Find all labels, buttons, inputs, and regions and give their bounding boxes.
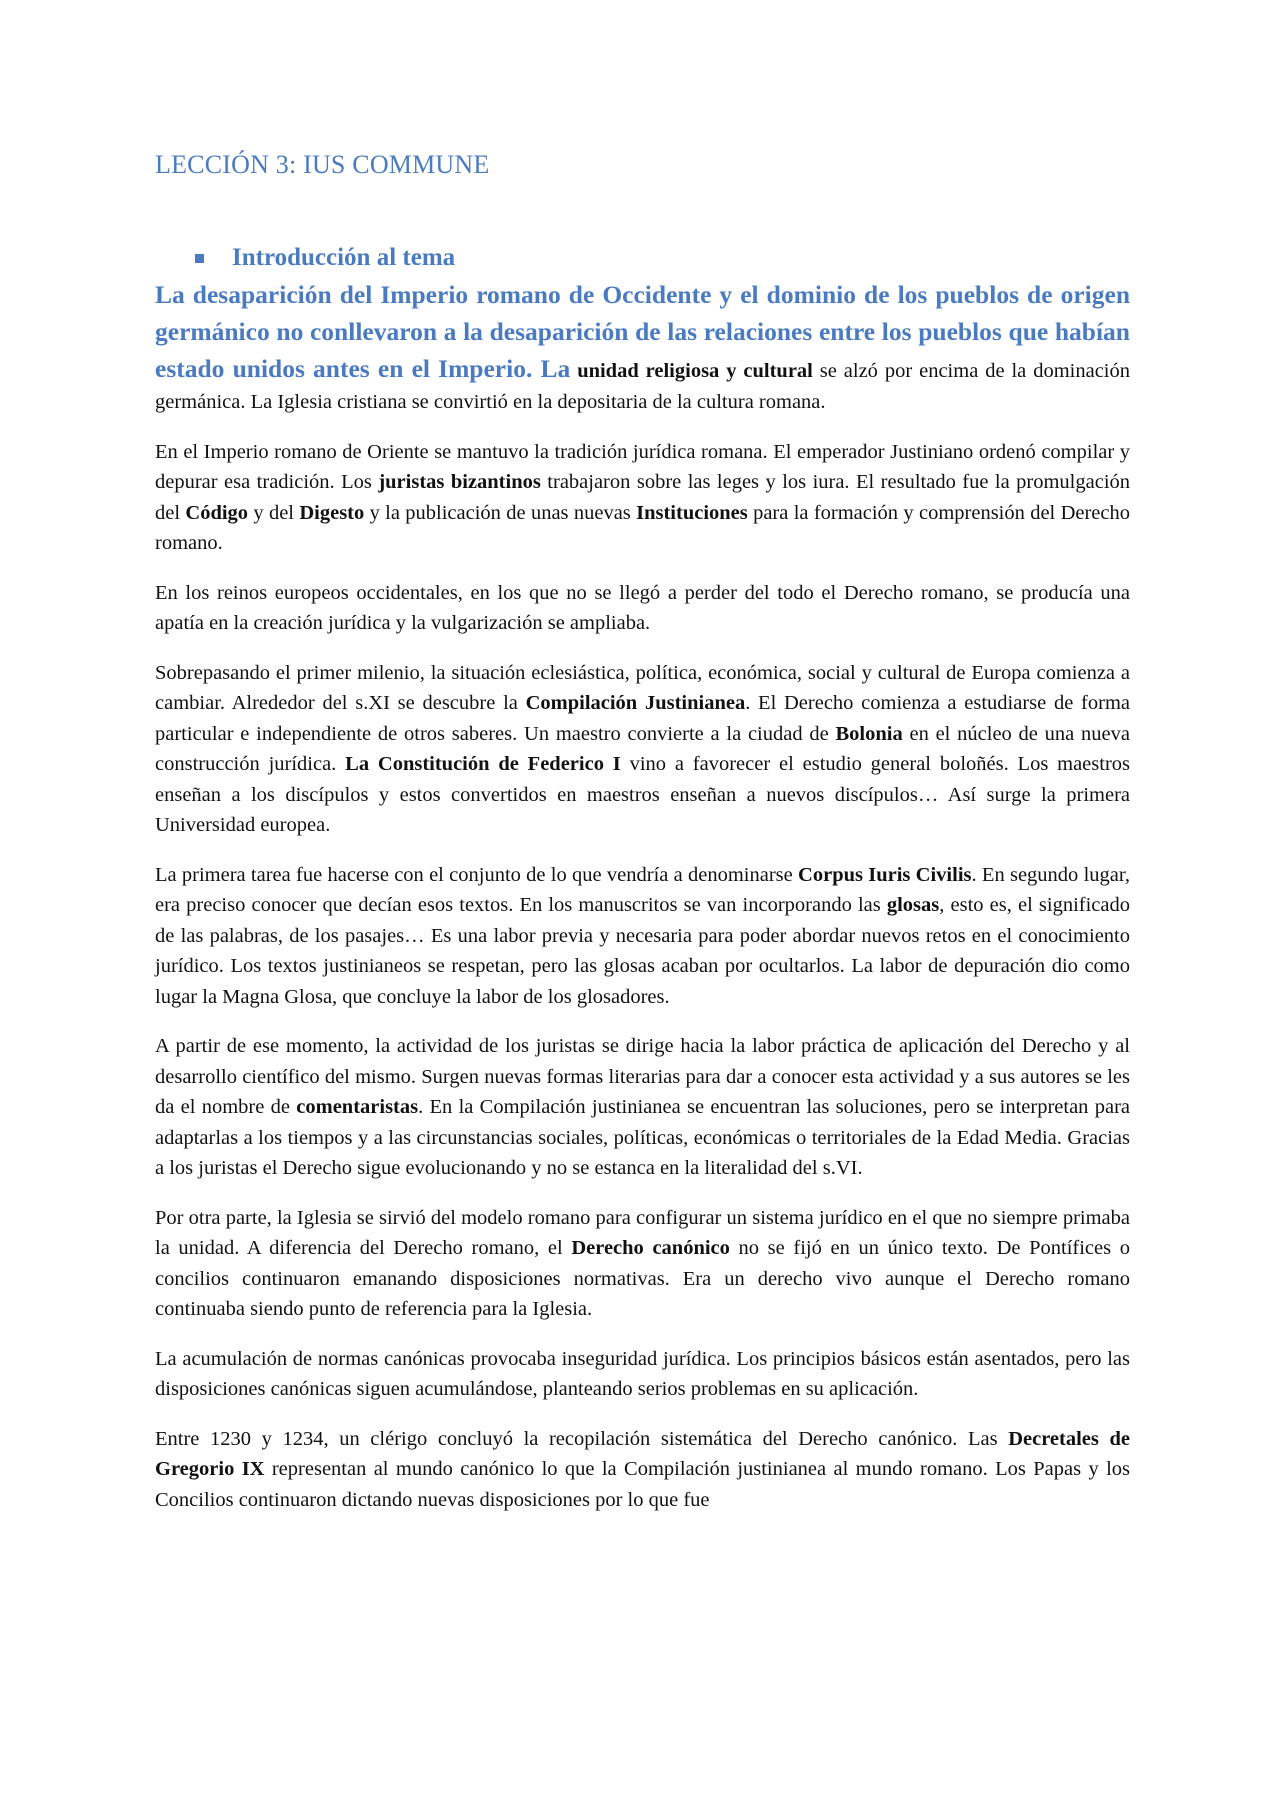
- paragraph-comentaristas: A partir de ese momento, la actividad de los juristas se dirige hacia la labor práctica de aplicación del Derecho y al desarrollo científico del mismo. Surgen nuevas formas literarias para dar a conocer esta actividad y a sus autores se les da el nombre de comentaristas. En la Compilación justinianea se encuentran las soluciones, pero se interpretan para adaptarlas a los tiempos y a las circunstancias sociales, políticas, económicas o territoriales de la Edad Media. Gracias a los juristas el Derecho sigue evolucionando y no se estanca en la literalidad del s.VI.: [155, 1035, 1130, 1179]
- paragraph-reinos: En los reinos europeos occidentales, en los que no se llegó a perder del todo el Derecho romano, se producía una apatía en la creación jurídica y la vulgarización se ampliaba.: [155, 581, 1130, 634]
- paragraph-corpus: La primera tarea fue hacerse con el conjunto de lo que vendría a denominarse Corpus Iuris Civilis. En segundo lugar, era preciso conocer que decían esos textos. En los manuscritos se van incorporando las glosas, esto es, el significado de las palabras, de los pasajes… Es una labor previa y necesaria para poder abordar nuevos retos en el conocimiento jurídico. Los textos justinianeos se respetan, pero las glosas acaban por ocultarlos. La labor de depuración dio como lugar la Magna Glosa, que concluye la labor de los glosadores.: [155, 863, 1131, 1008]
- section-heading-label: Introducción al tema: [232, 244, 456, 271]
- bold-term: Compilación Justinianea: [525, 692, 746, 714]
- lesson-title: LECCIÓN 3: IUS COMMUNE: [155, 150, 490, 179]
- bold-term: Código: [185, 501, 249, 524]
- paragraph-acumulacion: La acumulación de normas canónicas provocaba inseguridad jurídica. Los principios básicos están asentados, pero las disposiciones canónicas siguen acumulándose, planteando serios problemas en su aplicación.: [155, 1347, 1130, 1400]
- bold-term: glosas: [886, 894, 940, 916]
- section-heading: [195, 244, 1130, 272]
- bold-term: La Constitución de Federico I: [345, 753, 621, 775]
- intro-blue-text: La desaparición del Imperio romano de Occidente y el dominio de los pueblos de origen germánico no conllevaron a la desaparición de las relaciones entre los pueblos que habían estado unidos antes en el Imperio. La: [155, 280, 1130, 383]
- bold-term: Instituciones: [636, 501, 748, 524]
- bold-term: comentaristas: [296, 1096, 419, 1118]
- paragraph-oriente: En el Imperio romano de Oriente se mantuvo la tradición jurídica romana. El emperador Justiniano ordenó compilar y depurar esa tradición. Los juristas bizantinos trabajaron sobre las leges y los iura. El resultado fue la promulgación del Código y del Digesto y la publicación de unas nuevas Instituciones para la formación y comprensión del Derecho romano.: [155, 440, 1131, 554]
- bold-term: unidad religiosa y cultural: [577, 360, 813, 382]
- paragraph-canonico: Por otra parte, la Iglesia se sirvió del modelo romano para configurar un sistema jurídico en el que no siempre primaba la unidad. A diferencia del Derecho romano, el Derecho canónico no se fijó en un único texto. De Pontífices o concilios continuaron emanando disposiciones normativas. Era un derecho vivo aunque el Derecho romano continuaba siendo punto de referencia para la Iglesia.: [155, 1206, 1130, 1320]
- paragraph-intro: La desaparición del Imperio romano de Occidente y el dominio de los pueblos de origen germánico no conllevaron a la desaparición de las relaciones entre los pueblos que habían estado unidos antes en el Imperio. La unidad religiosa y cultural se alzó por encima de la dominación germánica. La Iglesia cristiana se convirtió en la depositaria de la cultura romana.: [155, 280, 1130, 413]
- bold-term: Digesto: [299, 501, 365, 524]
- bold-term: Derecho canónico: [571, 1237, 730, 1259]
- bold-term: Decretales de Gregorio IX: [155, 1427, 1130, 1480]
- paragraph-decretales: Entre 1230 y 1234, un clérigo concluyó la recopilación sistemática del Derecho canónico. Las Decretales de Gregorio IX representan al mundo canónico lo que la Compilación justinianea al mundo romano. Los Papas y los Concilios continuaron dictando nuevas disposiciones por lo que fue: [155, 1427, 1130, 1511]
- bold-term: Corpus Iuris Civilis: [798, 863, 972, 886]
- document-content: [155, 150, 1130, 1534]
- paragraph-milenio: Sobrepasando el primer milenio, la situación eclesiástica, política, económica, social y cultural de Europa comienza a cambiar. Alrededor del s.XI se descubre la Compilación Justinianea. El Derecho comienza a estudiarse de forma particular e independiente de otros saberes. Un maestro convierte a la ciudad de Bolonia en el núcleo de una nueva construcción jurídica. La Constitución de Federico I vino a favorecer el estudio general boloñés. Los maestros enseñan a los discípulos y estos convertidos en maestros enseñan a nuevos discípulos… Así surge la primera Universidad europea.: [155, 661, 1130, 836]
- bold-term: juristas bizantinos: [378, 471, 541, 493]
- square-bullet-icon: [195, 254, 204, 263]
- bold-term: Bolonia: [835, 722, 903, 745]
